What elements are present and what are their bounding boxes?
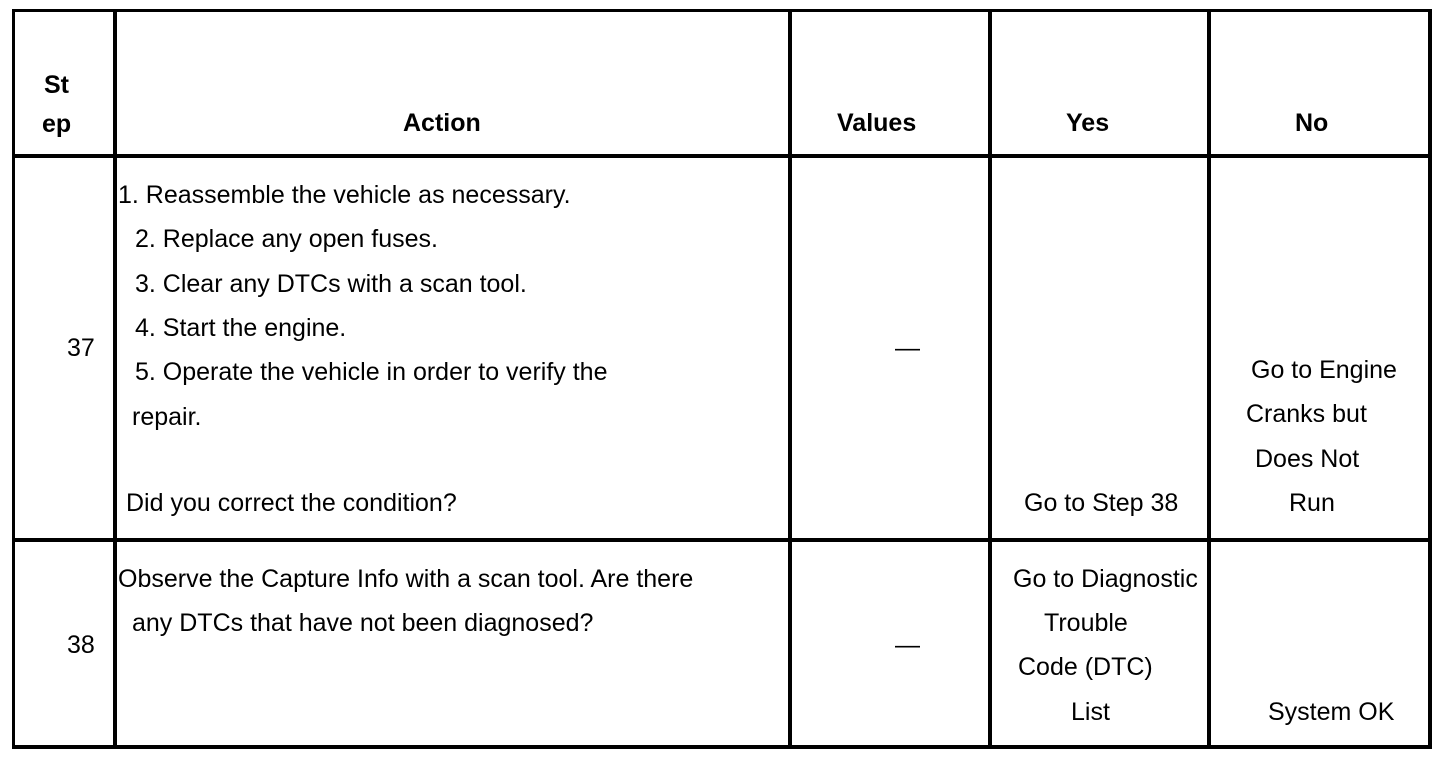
no-cell: System OK [1268, 698, 1395, 726]
yes-cell-line: Code (DTC) [1018, 653, 1153, 681]
action-line: repair. [132, 403, 202, 431]
header-values: Values [837, 109, 917, 137]
header-divider [12, 154, 1432, 158]
table-border-right [1428, 9, 1432, 749]
header-action: Action [403, 109, 481, 137]
action-line: 4. Start the engine. [135, 314, 347, 342]
yes-cell-line: Go to Diagnostic [1013, 565, 1198, 593]
header-no: No [1295, 109, 1329, 137]
yes-cell: Go to Step 38 [1024, 489, 1179, 517]
values-cell: — [895, 334, 920, 362]
action-question: Did you correct the condition? [126, 489, 457, 517]
header-step: St [44, 71, 69, 99]
values-cell: — [895, 631, 920, 659]
step-number: 38 [67, 631, 95, 659]
no-cell-line: Go to Engine [1251, 356, 1397, 384]
yes-cell-line: Trouble [1044, 609, 1128, 637]
action-line: any DTCs that have not been diagnosed? [132, 609, 594, 637]
action-line: 2. Replace any open fuses. [135, 225, 438, 253]
step-number: 37 [67, 334, 95, 362]
no-cell-line: Run [1289, 489, 1335, 517]
no-cell-line: Does Not [1255, 445, 1360, 473]
row-divider [12, 538, 1432, 542]
column-divider-yes [1207, 9, 1211, 749]
yes-cell [992, 560, 1207, 740]
table-border-top [12, 9, 1432, 12]
header-step-cont: ep [42, 110, 72, 138]
action-line: Observe the Capture Info with a scan tool. Are there [118, 565, 694, 593]
table-border-bottom [12, 745, 1432, 749]
action-line: 5. Operate the vehicle in order to verify the [135, 358, 608, 386]
action-line: 1. Reassemble the vehicle as necessary. [118, 181, 571, 209]
action-line: 3. Clear any DTCs with a scan tool. [135, 270, 527, 298]
column-divider-action [788, 9, 792, 749]
yes-cell-line: List [1071, 698, 1110, 726]
table-border-left [12, 9, 15, 749]
header-yes: Yes [1066, 109, 1110, 137]
no-cell-line: Cranks but [1246, 400, 1367, 428]
column-divider-step [113, 9, 117, 749]
